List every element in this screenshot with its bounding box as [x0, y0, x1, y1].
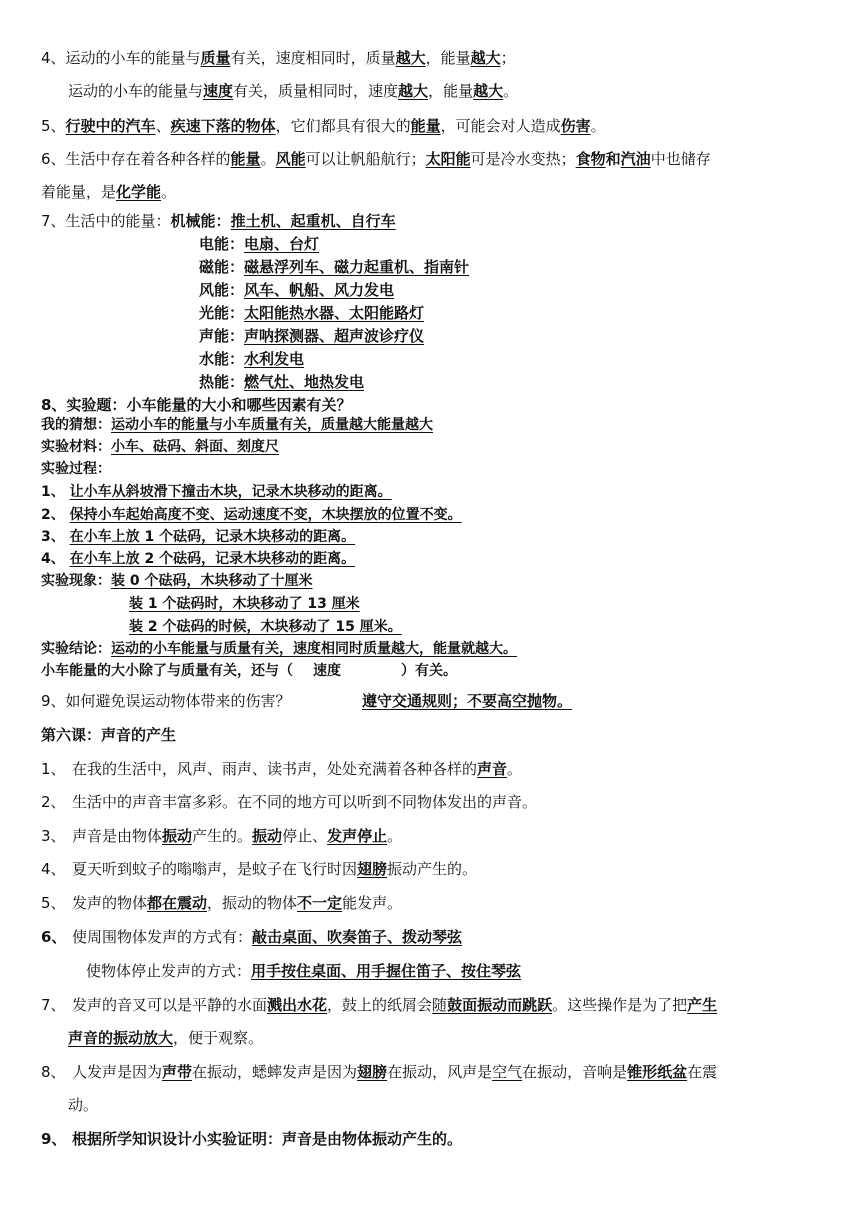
experiment-step: 2、 保持小车起始高度不变、运动速度不变，木块摆放的位置不变。: [41, 507, 462, 523]
answer-mass: 质量: [200, 49, 231, 67]
lesson6-item-4-text: 夏天听到蚊子的嗡嗡声，是蚊子在飞行时因翅膀振动产生的。: [72, 860, 478, 878]
lesson6-item-7-line-1: 发声的音叉可以是平静的水面溅出水花，鼓上的纸屑会随鼓面振动而跳跃。这些操作是为了把产生: [72, 996, 718, 1014]
item-6-line-1: 6、生活中存在着各种各样的能量。风能可以让帆船航行；太阳能可是冷水变热；食物和汽油中也储存: [41, 150, 711, 168]
item-6-line-2: 着能量，是化学能。: [41, 183, 177, 201]
item-9-answer: 遵守交通规则；不要高空抛物。: [362, 692, 573, 710]
experiment-materials: 实验材料：小车、砝码、斜面、刻度尺: [41, 439, 279, 455]
lesson6-item-3-text: 声音是由物体振动产生的。振动停止、发声停止。: [72, 827, 403, 845]
experiment-title: 8、实验题：小车能量的大小和哪些因素有关？: [41, 396, 352, 414]
lesson6-item-8-line-2: 动。: [68, 1096, 99, 1114]
lesson6-item-2: 2、: [41, 793, 66, 811]
lesson6-item-1: 1、: [41, 760, 66, 778]
lesson6-item-6-text: 使周围物体发声的方式有：敲击桌面、吹奏笛子、拨动琴弦: [72, 928, 463, 946]
answer-speed: 速度: [203, 82, 234, 100]
experiment-guess: 我的猜想：运动小车的能量与小车质量有关，质量越大能量越大: [41, 417, 433, 433]
item-9: 9、如何避免误运动物体带来的伤害？: [41, 692, 291, 710]
energy-row-water: 水能：水利发电: [199, 350, 305, 368]
experiment-step: 1、 让小车从斜坡滑下撞击木块，记录木块移动的距离。: [41, 484, 392, 500]
item-5: 5、行驶中的汽车、疾速下落的物体，它们都具有很大的能量，可能会对人造成伤害。: [41, 117, 606, 135]
experiment-step: 4、 在小车上放 2 个砝码，记录木块移动的距离。: [41, 551, 356, 567]
energy-row-electric: 电能：电扇、台灯: [199, 235, 320, 253]
lesson6-item-7: 7、: [41, 996, 66, 1014]
lesson6-item-3: 3、: [41, 827, 66, 845]
energy-row-sound: 声能：声呐探测器、超声波诊疗仪: [199, 327, 425, 345]
experiment-process-label: 实验过程：: [41, 461, 111, 477]
lesson6-item-6: 6、: [41, 928, 67, 946]
lesson6-item-7-line-2: 声音的振动放大，便于观察。: [68, 1029, 264, 1047]
lesson6-item-5: 5、: [41, 894, 66, 912]
experiment-phenomenon-row: 装 1 个砝码时，木块移动了 13 厘米: [129, 596, 360, 612]
experiment-phenomenon: 实验现象：装 0 个砝码，木块移动了十厘米: [41, 573, 313, 589]
lesson6-item-1-text: 在我的生活中，风声、雨声、读书声，处处充满着各种各样的声音。: [72, 760, 523, 778]
item-7-header: 7、生活中的能量：机械能：推土机、起重机、自行车: [41, 212, 396, 230]
experiment-phenomenon-row: 装 2 个砝码的时候，木块移动了 15 厘米。: [129, 619, 402, 635]
lesson6-item-5-text: 发声的物体都在震动，振动的物体不一定能发声。: [72, 894, 403, 912]
experiment-extra: 小车能量的大小除了与质量有关，还与（ 速度 ）有关。: [41, 663, 457, 679]
experiment-conclusion: 实验结论：运动的小车能量与质量有关，速度相同时质量越大，能量就越大。: [41, 641, 517, 657]
lesson6-item-9: 9、: [41, 1130, 67, 1148]
energy-row-heat: 热能：燃气灶、地热发电: [199, 373, 365, 391]
item-4-line-1: 4、运动的小车的能量与质量有关，速度相同时，质量越大，能量越大；: [41, 49, 516, 67]
lesson6-item-8: 8、: [41, 1063, 66, 1081]
energy-row-light: 光能：太阳能热水器、太阳能路灯: [199, 304, 425, 322]
lesson6-item-6-line-2: 使物体停止发声的方式：用手按住桌面、用手握住笛子、按住琴弦: [86, 962, 522, 980]
experiment-step: 3、 在小车上放 1 个砝码，记录木块移动的距离。: [41, 529, 356, 545]
energy-row-magnetic: 磁能：磁悬浮列车、磁力起重机、指南针: [199, 258, 470, 276]
lesson6-item-8-line-1: 人发声是因为声带在振动，蟋蟀发声是因为翅膀在振动，风声是空气在振动，音响是锥形纸盆在震: [72, 1063, 718, 1081]
lesson6-item-2-text: 生活中的声音丰富多彩。在不同的地方可以听到不同物体发出的声音。: [72, 793, 538, 811]
item-4-line-2: 运动的小车的能量与速度有关，质量相同时，速度越大，能量越大。: [68, 82, 519, 100]
energy-row-wind: 风能：风车、帆船、风力发电: [199, 281, 395, 299]
lesson6-item-4: 4、: [41, 860, 66, 878]
lesson-6-title: 第六课：声音的产生: [41, 726, 177, 744]
lesson6-item-9-text: 根据所学知识设计小实验证明：声音是由物体振动产生的。: [72, 1130, 463, 1148]
